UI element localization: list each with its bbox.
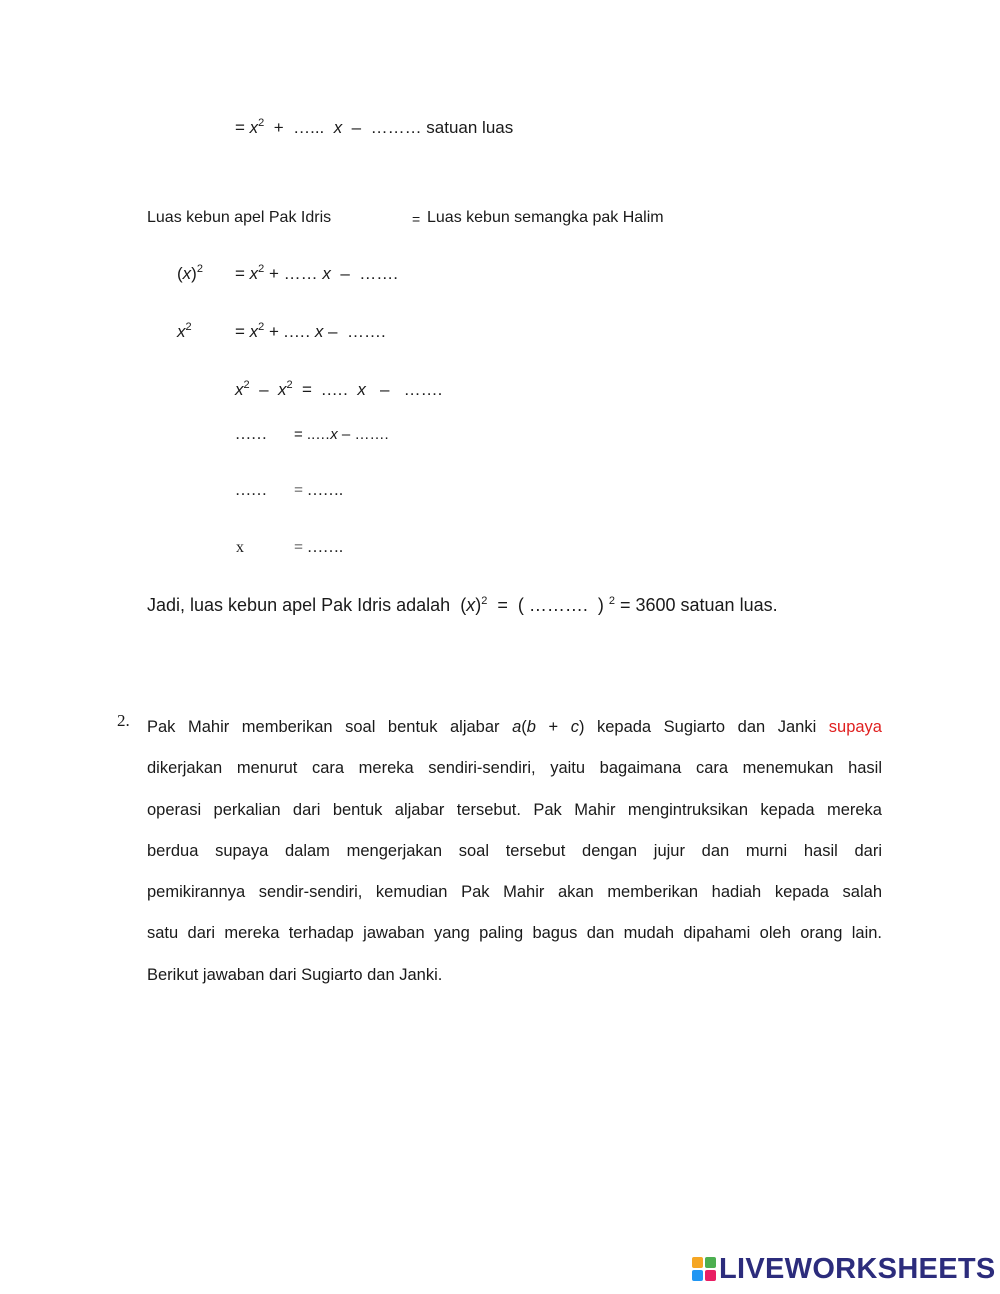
heading-left: Luas kebun apel Pak Idris	[147, 209, 332, 226]
row5-rhs: = …….	[294, 482, 344, 499]
row3-equation: $x^2 - x^2$ = .…. x – …….	[235, 379, 443, 399]
row5-lhs: ……	[235, 482, 267, 499]
logo-icon	[692, 1257, 716, 1281]
paragraph-line: operasi perkalian dari bentuk aljabar tersebut. Pak Mahir mengintruksikan kepada mereka	[147, 800, 882, 819]
row2-lhs: $x^2$	[177, 321, 192, 341]
heading-right: Luas kebun semangka pak Halim	[427, 209, 664, 226]
heading-equals: =	[412, 211, 421, 227]
paragraph-line: Berikut jawaban dari Sugiarto dan Janki.	[147, 965, 443, 984]
row1-lhs: $(x)^2$	[177, 263, 203, 283]
liveworksheets-logo	[692, 1253, 996, 1285]
row4-rhs: = ..…x – …….	[294, 426, 389, 443]
paragraph-line: pemikirannya sendir-sendiri, kemudian Pak Mahir akan memberikan hadiah kepada salah	[147, 883, 882, 902]
row6-lhs: x	[236, 539, 244, 556]
logo-text: LIVEWORKSHEETS	[719, 1252, 996, 1285]
highlighted-word: supaya	[828, 718, 882, 736]
conclusion: Jadi, luas kebun apel Pak Idris adalah $(x)^2$ = ( ………. ) $^2$ = 3600 satuan luas.	[147, 595, 778, 615]
paragraph-line: satu dari mereka terhadap jawaban yang paling bagus dan mudah dipahami oleh orang lain.	[147, 924, 882, 943]
row6-rhs: = …….	[294, 539, 344, 556]
row2-rhs: = $x^2$ + .…. x – …….	[235, 321, 386, 341]
paragraph-line: Pak Mahir memberikan soal bentuk aljabar a(b + c) kepada Sugiarto dan Janki supaya	[147, 718, 882, 736]
paragraph-line: berdua supaya dalam mengerjakan soal tersebut dengan jujur dan murni hasil dari	[147, 841, 882, 860]
problem-number: 2.	[117, 711, 130, 730]
problem-paragraph	[147, 707, 882, 996]
row1-rhs: = $x^2$ + …… x – …….	[235, 263, 398, 283]
equation-line-1: = $x^2$ + …... x – ……… satuan luas	[235, 117, 514, 137]
paragraph-line: dikerjakan menurut cara mereka sendiri-sendiri, yaitu bagaimana cara menemukan hasil	[147, 759, 882, 778]
row4-lhs: ……	[235, 426, 267, 443]
